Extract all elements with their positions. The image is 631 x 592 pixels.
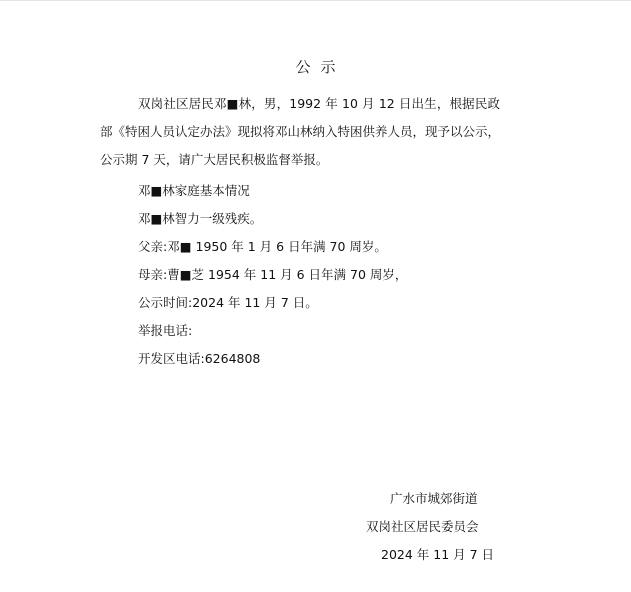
publicity-time-line: 公示时间:2024 年 11 月 7 日。 — [138, 295, 318, 310]
top-divider — [0, 0, 631, 1]
report-phone-label: 举报电话: — [138, 323, 193, 338]
signature-committee: 双岗社区居民委员会 — [366, 519, 479, 534]
dev-zone-phone-line: 开发区电话:6264808 — [138, 351, 261, 366]
family-heading: 邓■林家庭基本情况 — [138, 183, 250, 198]
father-line: 父亲:邓■ 1950 年 1 月 6 日年满 70 周岁。 — [138, 239, 387, 254]
notice-body: 双岗社区居民邓■林，男，1992 年 10 月 12 日出生，根据民政部《特困人员认定办法》现拟将邓山林纳入特困供养人员，现予以公示，公示期 7 天，请广大居民积极监督举报。 — [100, 96, 501, 167]
disability-line: 邓■林智力一级残疾。 — [138, 211, 263, 226]
signature-date: 2024 年 11 月 7 日 — [381, 547, 495, 562]
mother-line: 母亲:曹■芝 1954 年 11 月 6 日年满 70 周岁， — [138, 267, 408, 282]
signature-office: 广水市城郊街道 — [390, 491, 478, 506]
notice-title: 公示 — [295, 58, 346, 76]
